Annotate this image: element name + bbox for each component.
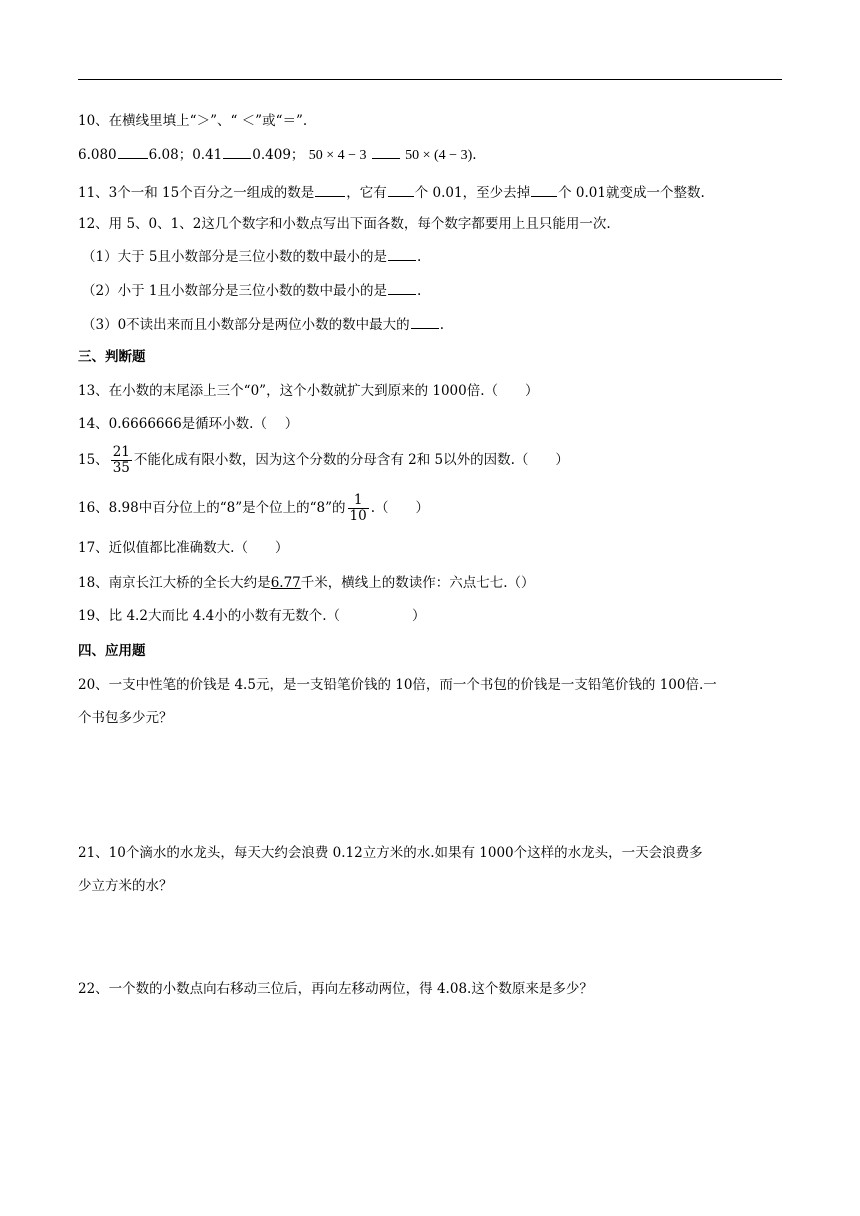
answer-blank[interactable]	[118, 144, 148, 159]
period: .	[439, 317, 444, 333]
q12-sub-3-text: （3）0不读出来而且小数部分是两位小数的数中最大的	[82, 317, 410, 333]
fraction-1-10	[348, 493, 369, 524]
question-18	[78, 573, 535, 593]
question-11	[78, 182, 705, 203]
fraction-numerator: 1	[348, 493, 369, 509]
section-3-heading: 三、判断题	[78, 349, 146, 365]
question-14: 14、0.6666666是循环小数.（ ）	[78, 416, 299, 432]
question-16	[78, 491, 429, 525]
question-20-line-2: 个书包多少元？	[78, 710, 173, 726]
question-19	[78, 606, 426, 626]
q19-end: ）	[412, 608, 426, 624]
q18-text-2: 千米，横线上的数读作：六点七七.（）	[300, 575, 535, 591]
question-21-line-2: 少立方米的水？	[78, 878, 173, 894]
q11-text-4: 个 0.01就变成一个整数.	[558, 185, 705, 201]
question-13: 13、在小数的末尾添上三个“0”，这个小数就扩大到原来的 1000倍.（ ）	[78, 383, 539, 399]
question-12-sub-2	[82, 280, 421, 301]
fraction-denominator: 35	[112, 460, 130, 476]
fraction-denominator: 10	[349, 508, 367, 524]
q10-c-right: 50 × (4 − 3)	[405, 148, 473, 163]
question-12-sub-3	[82, 314, 444, 335]
q19-text: 19、比 4.2大而比 4.4小的小数有无数个.（	[78, 608, 340, 624]
answer-blank[interactable]	[388, 246, 416, 261]
period: .	[416, 249, 422, 265]
question-12-sub-1	[82, 246, 421, 267]
question-12-title: 12、用 5、0、1、2这几个数字和小数点写出下面各数，每个数字都要用上且只能用一次.	[78, 216, 611, 232]
underlined-number: 6.77	[270, 575, 301, 591]
question-20-line-1: 20、一支中性笔的价钱是 4.5元，是一支铅笔价钱的 10倍，而一个书包的价钱是一支铅笔价钱的 100倍.一	[78, 677, 717, 693]
answer-blank[interactable]	[388, 182, 414, 197]
q16-end: .（ ）	[370, 500, 430, 516]
question-10-title: 10、在横线里填上“＞”、“ ＜”或“＝”.	[78, 113, 308, 129]
q10-a-right: 6.08；0.41	[148, 147, 223, 163]
period: .	[416, 283, 422, 299]
answer-blank[interactable]	[223, 144, 251, 159]
question-10-items	[78, 144, 477, 166]
q10-a-left: 6.080	[78, 147, 117, 163]
q11-text-1: 11、3个一和 15个百分之一组成的数是	[78, 185, 315, 201]
q10-b-right: 0.409；	[252, 147, 305, 163]
answer-blank[interactable]	[531, 182, 557, 197]
answer-blank[interactable]	[372, 144, 400, 159]
answer-blank[interactable]	[411, 314, 439, 329]
q10-end: .	[472, 147, 477, 163]
question-21-line-1: 21、10个滴水的水龙头，每天大约会浪费 0.12立方米的水.如果有 1000个这样的水龙头，一天会浪费多	[78, 845, 703, 861]
answer-blank[interactable]	[388, 280, 416, 295]
fraction-numerator: 21	[112, 444, 130, 460]
q15-number: 15、	[78, 452, 109, 468]
answer-blank[interactable]	[315, 182, 345, 197]
question-17: 17、近似值都比准确数大.（ ）	[78, 540, 289, 556]
q12-sub-2-text: （2）小于 1且小数部分是三位小数的数中最小的是	[82, 283, 387, 299]
q11-text-3: 个 0.01，至少去掉	[414, 185, 531, 201]
section-4-heading: 四、应用题	[78, 643, 146, 659]
fraction-21-35	[111, 445, 132, 476]
question-15	[78, 443, 569, 477]
header-rule	[78, 79, 782, 80]
q11-text-2: ，它有	[346, 185, 387, 201]
q16-text: 16、8.98中百分位上的“8”是个位上的“8”的	[78, 500, 346, 516]
q15-text: 不能化成有限小数，因为这个分数的分母含有 2和 5以外的因数.（ ）	[133, 452, 569, 468]
q10-c-left: 50 × 4 − 3	[308, 148, 367, 163]
q18-text-1: 18、南京长江大桥的全长大约是	[78, 575, 271, 591]
question-22: 22、一个数的小数点向右移动三位后，再向左移动两位，得 4.08.这个数原来是多少？	[78, 981, 593, 997]
q12-sub-1-text: （1）大于 5且小数部分是三位小数的数中最小的是	[82, 249, 387, 265]
